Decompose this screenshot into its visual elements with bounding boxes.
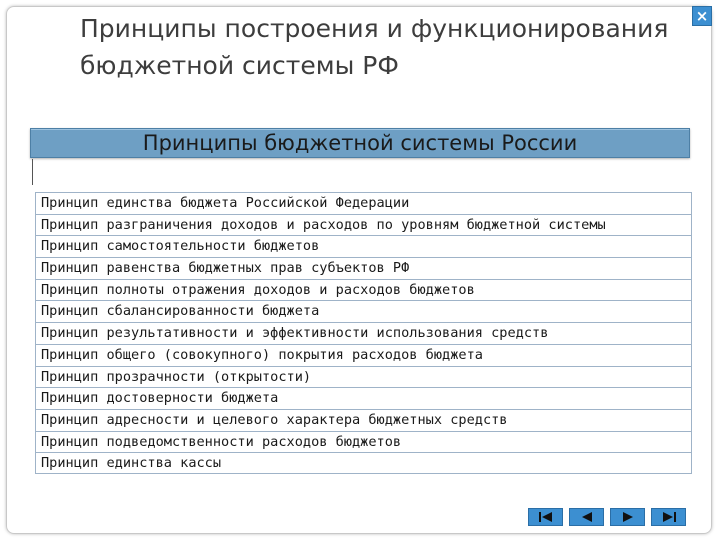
list-item: Принцип единства кассы <box>35 452 692 474</box>
next-slide-button[interactable] <box>610 508 645 526</box>
list-item: Принцип разграничения доходов и расходов по уровням бюджетной системы <box>35 214 692 236</box>
list-item: Принцип единства бюджета Российской Федерации <box>35 192 692 214</box>
last-slide-button[interactable] <box>651 508 686 526</box>
section-banner: Принципы бюджетной системы России <box>30 128 690 158</box>
close-icon: × <box>695 7 709 25</box>
previous-icon <box>579 511 595 523</box>
list-item: Принцип адресности и целевого характера бюджетных средств <box>35 409 692 431</box>
list-item: Принцип общего (совокупного) покрытия расходов бюджета <box>35 344 692 366</box>
last-icon <box>661 511 677 523</box>
first-slide-button[interactable] <box>528 508 563 526</box>
principles-list <box>35 192 692 474</box>
list-item: Принцип полноты отражения доходов и расходов бюджетов <box>35 279 692 301</box>
list-item: Принцип сбалансированности бюджета <box>35 300 692 322</box>
next-icon <box>620 511 636 523</box>
list-item: Принцип достоверности бюджета <box>35 387 692 409</box>
close-button[interactable] <box>692 6 712 26</box>
list-item: Принцип прозрачности (открытости) <box>35 366 692 388</box>
list-item: Принцип самостоятельности бюджетов <box>35 235 692 257</box>
slide-navigation <box>528 508 686 526</box>
list-item: Принцип равенства бюджетных прав субъектов РФ <box>35 257 692 279</box>
list-item: Принцип результативности и эффективности использования средств <box>35 322 692 344</box>
first-icon <box>538 511 554 523</box>
divider <box>32 159 33 185</box>
slide-title: Принципы построения и функционирования бюджетной системы РФ <box>80 14 669 80</box>
list-item: Принцип подведомственности расходов бюджетов <box>35 431 692 453</box>
previous-slide-button[interactable] <box>569 508 604 526</box>
